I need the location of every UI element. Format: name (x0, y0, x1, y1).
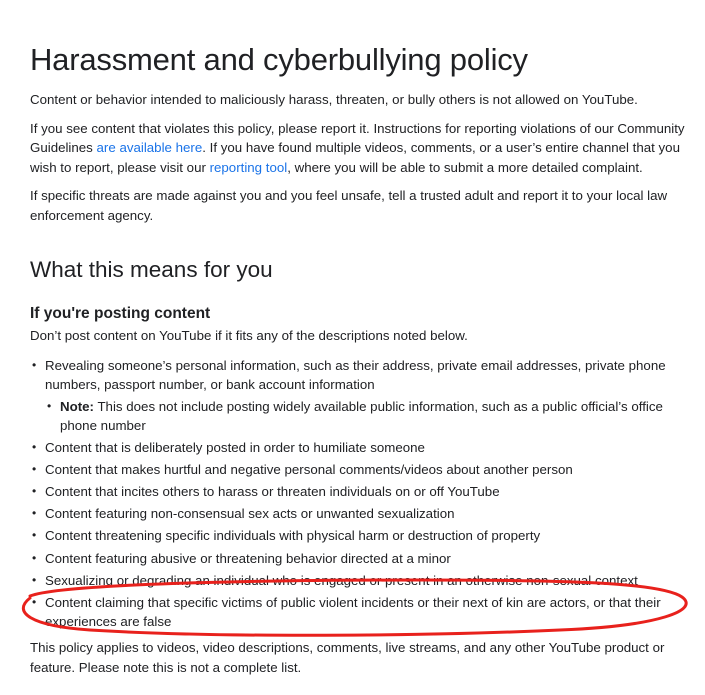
subsection-intro: Don’t post content on YouTube if it fits any of the descriptions noted below. (30, 328, 468, 343)
footer-paragraph: This policy applies to videos, video descriptions, comments, live streams, and any other YouTube product or feature. Please note this is not a complete list. (30, 640, 665, 675)
reporting-tool-link[interactable]: reporting tool (209, 159, 288, 175)
list-item: • Sexualizing or degrading an individual who is engaged or present in an otherwise non-sexual context (30, 571, 690, 590)
report-text-3: , where you will be able to submit a more detailed complaint. (287, 159, 643, 175)
list-item: • Content that is deliberately posted in order to humiliate someone (30, 438, 690, 457)
list-item (30, 356, 690, 435)
list-item-text: Revealing someone’s personal information, such as their address, private email addresses, private phone numbers, passport number, or bank account information (45, 357, 666, 392)
report-text-2: . If you have found multiple videos, comments, or a user’s entire channel that you wish to report, please visit our (30, 140, 680, 175)
note-text: This does not include posting widely available public information, such as a public official’s office phone number (60, 398, 663, 433)
subsection-title: If you're posting content (30, 305, 211, 322)
note-label: Note: (60, 398, 94, 414)
list-item: • Content threatening specific individuals with physical harm or destruction of property (30, 526, 690, 545)
policy-article (30, 40, 690, 677)
report-paragraph (30, 119, 690, 178)
list-item: • Content featuring abusive or threatening behavior directed at a minor (30, 549, 690, 568)
intro-paragraph: Content or behavior intended to maliciously harass, threaten, or bully others is not allowed on YouTube. (30, 92, 638, 107)
sub-list (45, 397, 690, 435)
list-item: • Content that makes hurtful and negative personal comments/videos about another person (30, 460, 690, 479)
note-item (45, 397, 690, 435)
page-title: Harassment and cyberbullying policy (30, 42, 528, 77)
threats-paragraph: If specific threats are made against you and you feel unsafe, tell a trusted adult and report it to your local law enforcement agency. (30, 188, 668, 223)
list-item: • Content that incites others to harass or threaten individuals on or off YouTube (30, 482, 690, 501)
list-item: • Content featuring non-consensual sex acts or unwanted sexualization (30, 504, 690, 523)
report-text-1: If you see content that violates this policy, please report it. Instructions for reporting violations of our Community Guidelines (30, 120, 685, 155)
prohibited-content-list (30, 356, 690, 632)
section-title: What this means for you (30, 257, 273, 282)
available-here-link[interactable]: are available here (96, 140, 203, 155)
list-item-highlighted: • Content claiming that specific victims of public violent incidents or their next of kin are actors, or that their experiences are false (30, 593, 690, 631)
